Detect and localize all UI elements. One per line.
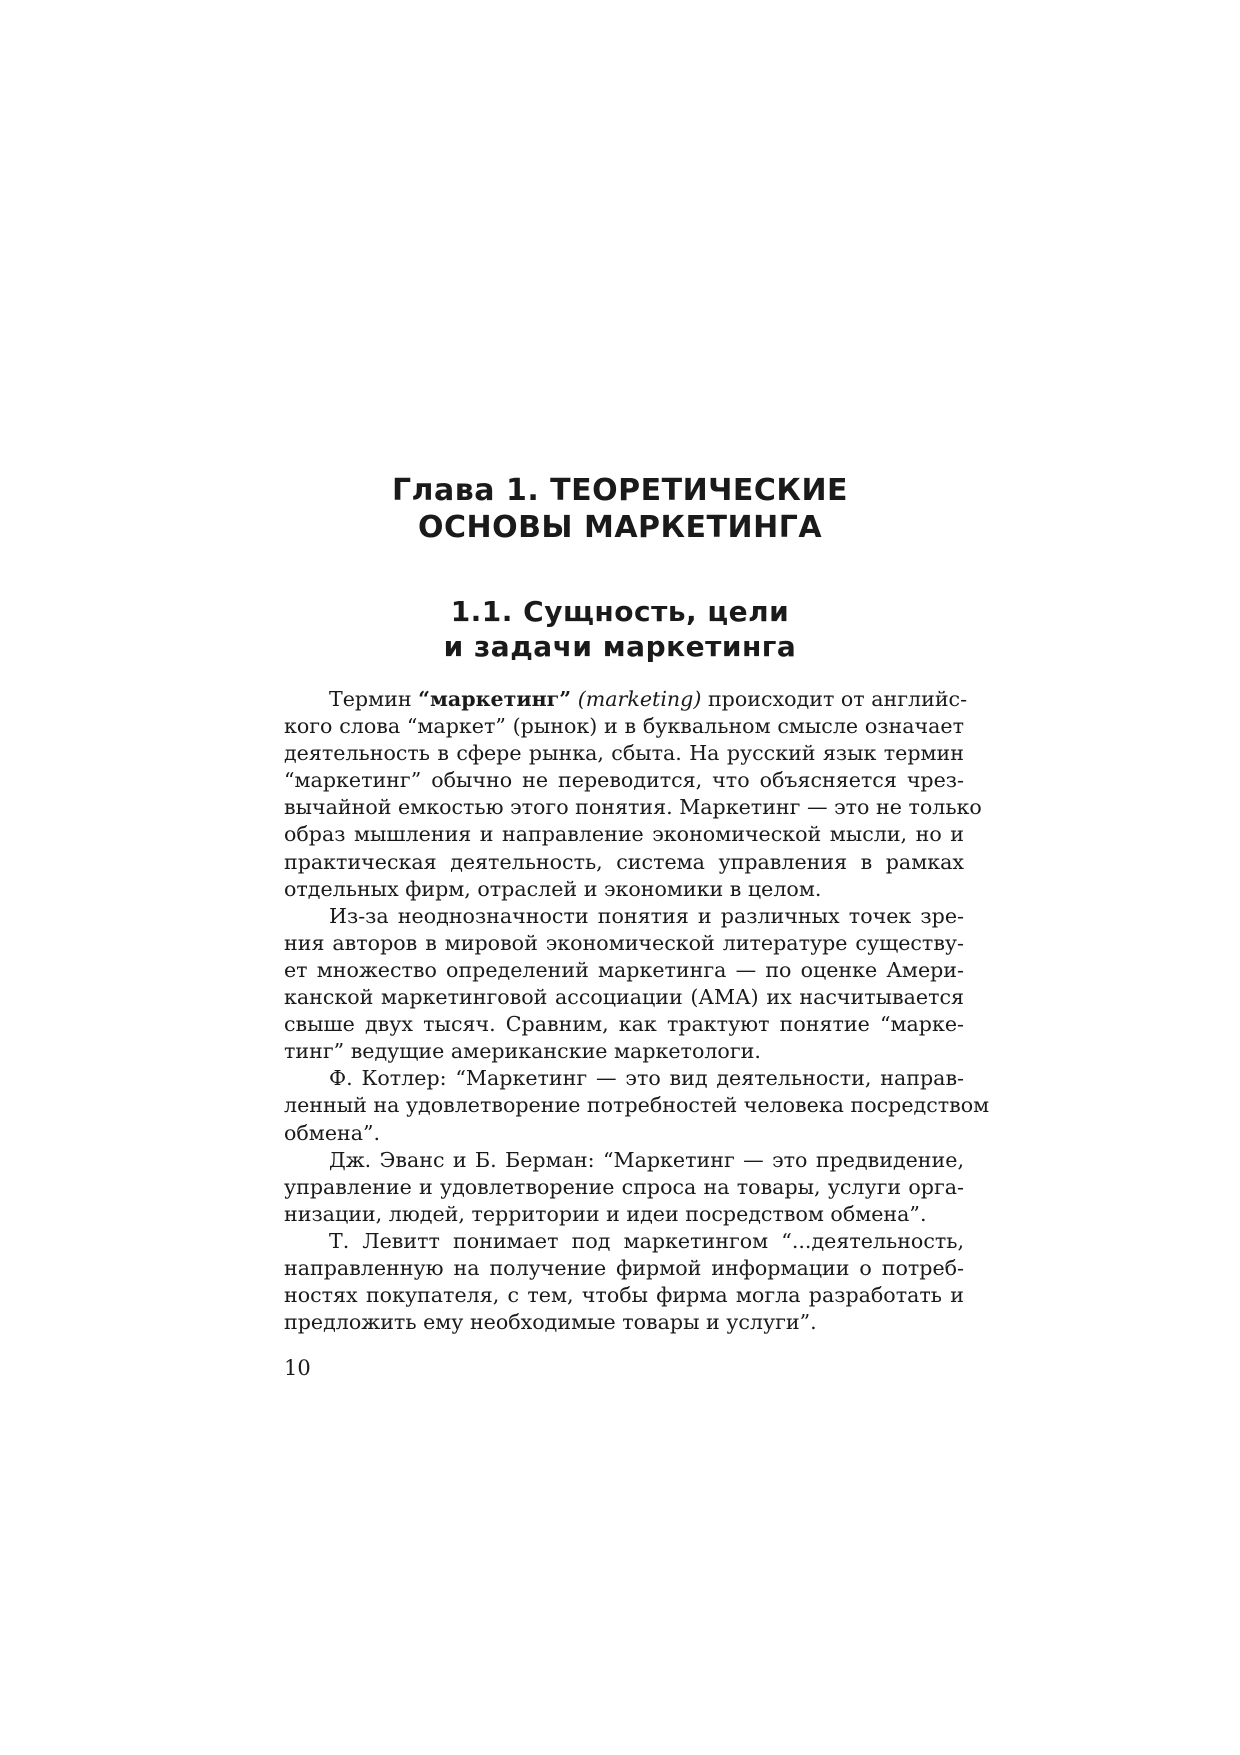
- section-title: [280, 594, 960, 664]
- text-line: деятельность в сфере рынка, сбыта. На русский язык термин: [284, 741, 964, 766]
- term-marketing: “маркетинг”: [418, 687, 572, 711]
- text-line: ния авторов в мировой экономической литературе существу-: [284, 930, 964, 955]
- text-line: низации, людей, территории и идеи посредством обмена”.: [284, 1201, 927, 1226]
- text-line: ет множество определений маркетинга — по оценке Амери-: [284, 957, 964, 982]
- text-line: Т. Левитт понимает под маркетингом “...деятельность,: [329, 1228, 964, 1253]
- page-number: 10: [284, 1356, 311, 1380]
- text-line: Из-за неоднозначности понятия и различных точек зре-: [329, 903, 964, 928]
- text-line: свыше двух тысяч. Сравним, как трактуют понятие “марке-: [284, 1012, 964, 1037]
- text-line: предложить ему необходимые товары и услуги”.: [284, 1310, 817, 1335]
- section-title-line-1: 1.1. Сущность, цели: [450, 595, 790, 628]
- paragraph-4: [284, 1147, 964, 1228]
- chapter-title-line-2: ОСНОВЫ МАРКЕТИНГА: [417, 510, 823, 545]
- text-span: Термин: [329, 687, 419, 711]
- text-line: направленную на получение фирмой информации о потреб-: [284, 1255, 964, 1280]
- text-line: образ мышления и направление экономической мысли, но и: [284, 822, 964, 847]
- text-line: управление и удовлетворение спроса на товары, услуги орга-: [284, 1174, 964, 1199]
- text-line: отдельных фирм, отраслей и экономики в целом.: [284, 876, 822, 901]
- text-span: происходит от английс-: [701, 687, 968, 711]
- text-line: канской маркетинговой ассоциации (АМА) их насчитывается: [284, 985, 964, 1010]
- text-line: [284, 686, 968, 713]
- text-line: “маркетинг” обычно не переводится, что объясняется чрез-: [284, 768, 964, 793]
- body-text: [284, 686, 990, 1336]
- paragraph-3: [284, 1065, 990, 1146]
- section-title-line-2: и задачи маркетинга: [443, 630, 797, 663]
- text-line: обмена”.: [284, 1120, 381, 1145]
- text-line: Дж. Эванс и Б. Берман: “Маркетинг — это предвидение,: [329, 1147, 964, 1172]
- term-marketing-english: (marketing): [577, 687, 702, 711]
- chapter-title: [280, 472, 960, 546]
- text-line: практическая деятельность, система управления в рамках: [284, 849, 964, 874]
- chapter-title-line-1: Глава 1. ТЕОРЕТИЧЕСКИЕ: [391, 473, 849, 508]
- text-line: тинг” ведущие американские маркетологи.: [284, 1039, 761, 1064]
- text-line: вычайной емкостью этого понятия. Маркетинг — это не только: [284, 795, 982, 820]
- text-line: Ф. Котлер: “Маркетинг — это вид деятельности, направ-: [329, 1066, 964, 1091]
- paragraph-1: [284, 686, 982, 903]
- paragraph-2: [284, 903, 964, 1066]
- text-line: ностях покупателя, с тем, чтобы фирма могла разработать и: [284, 1283, 964, 1308]
- paragraph-5: [284, 1228, 964, 1336]
- text-line: ленный на удовлетворение потребностей человека посредством: [284, 1093, 990, 1118]
- text-line: кого слова “маркет” (рынок) и в буквальном смысле означает: [284, 714, 964, 739]
